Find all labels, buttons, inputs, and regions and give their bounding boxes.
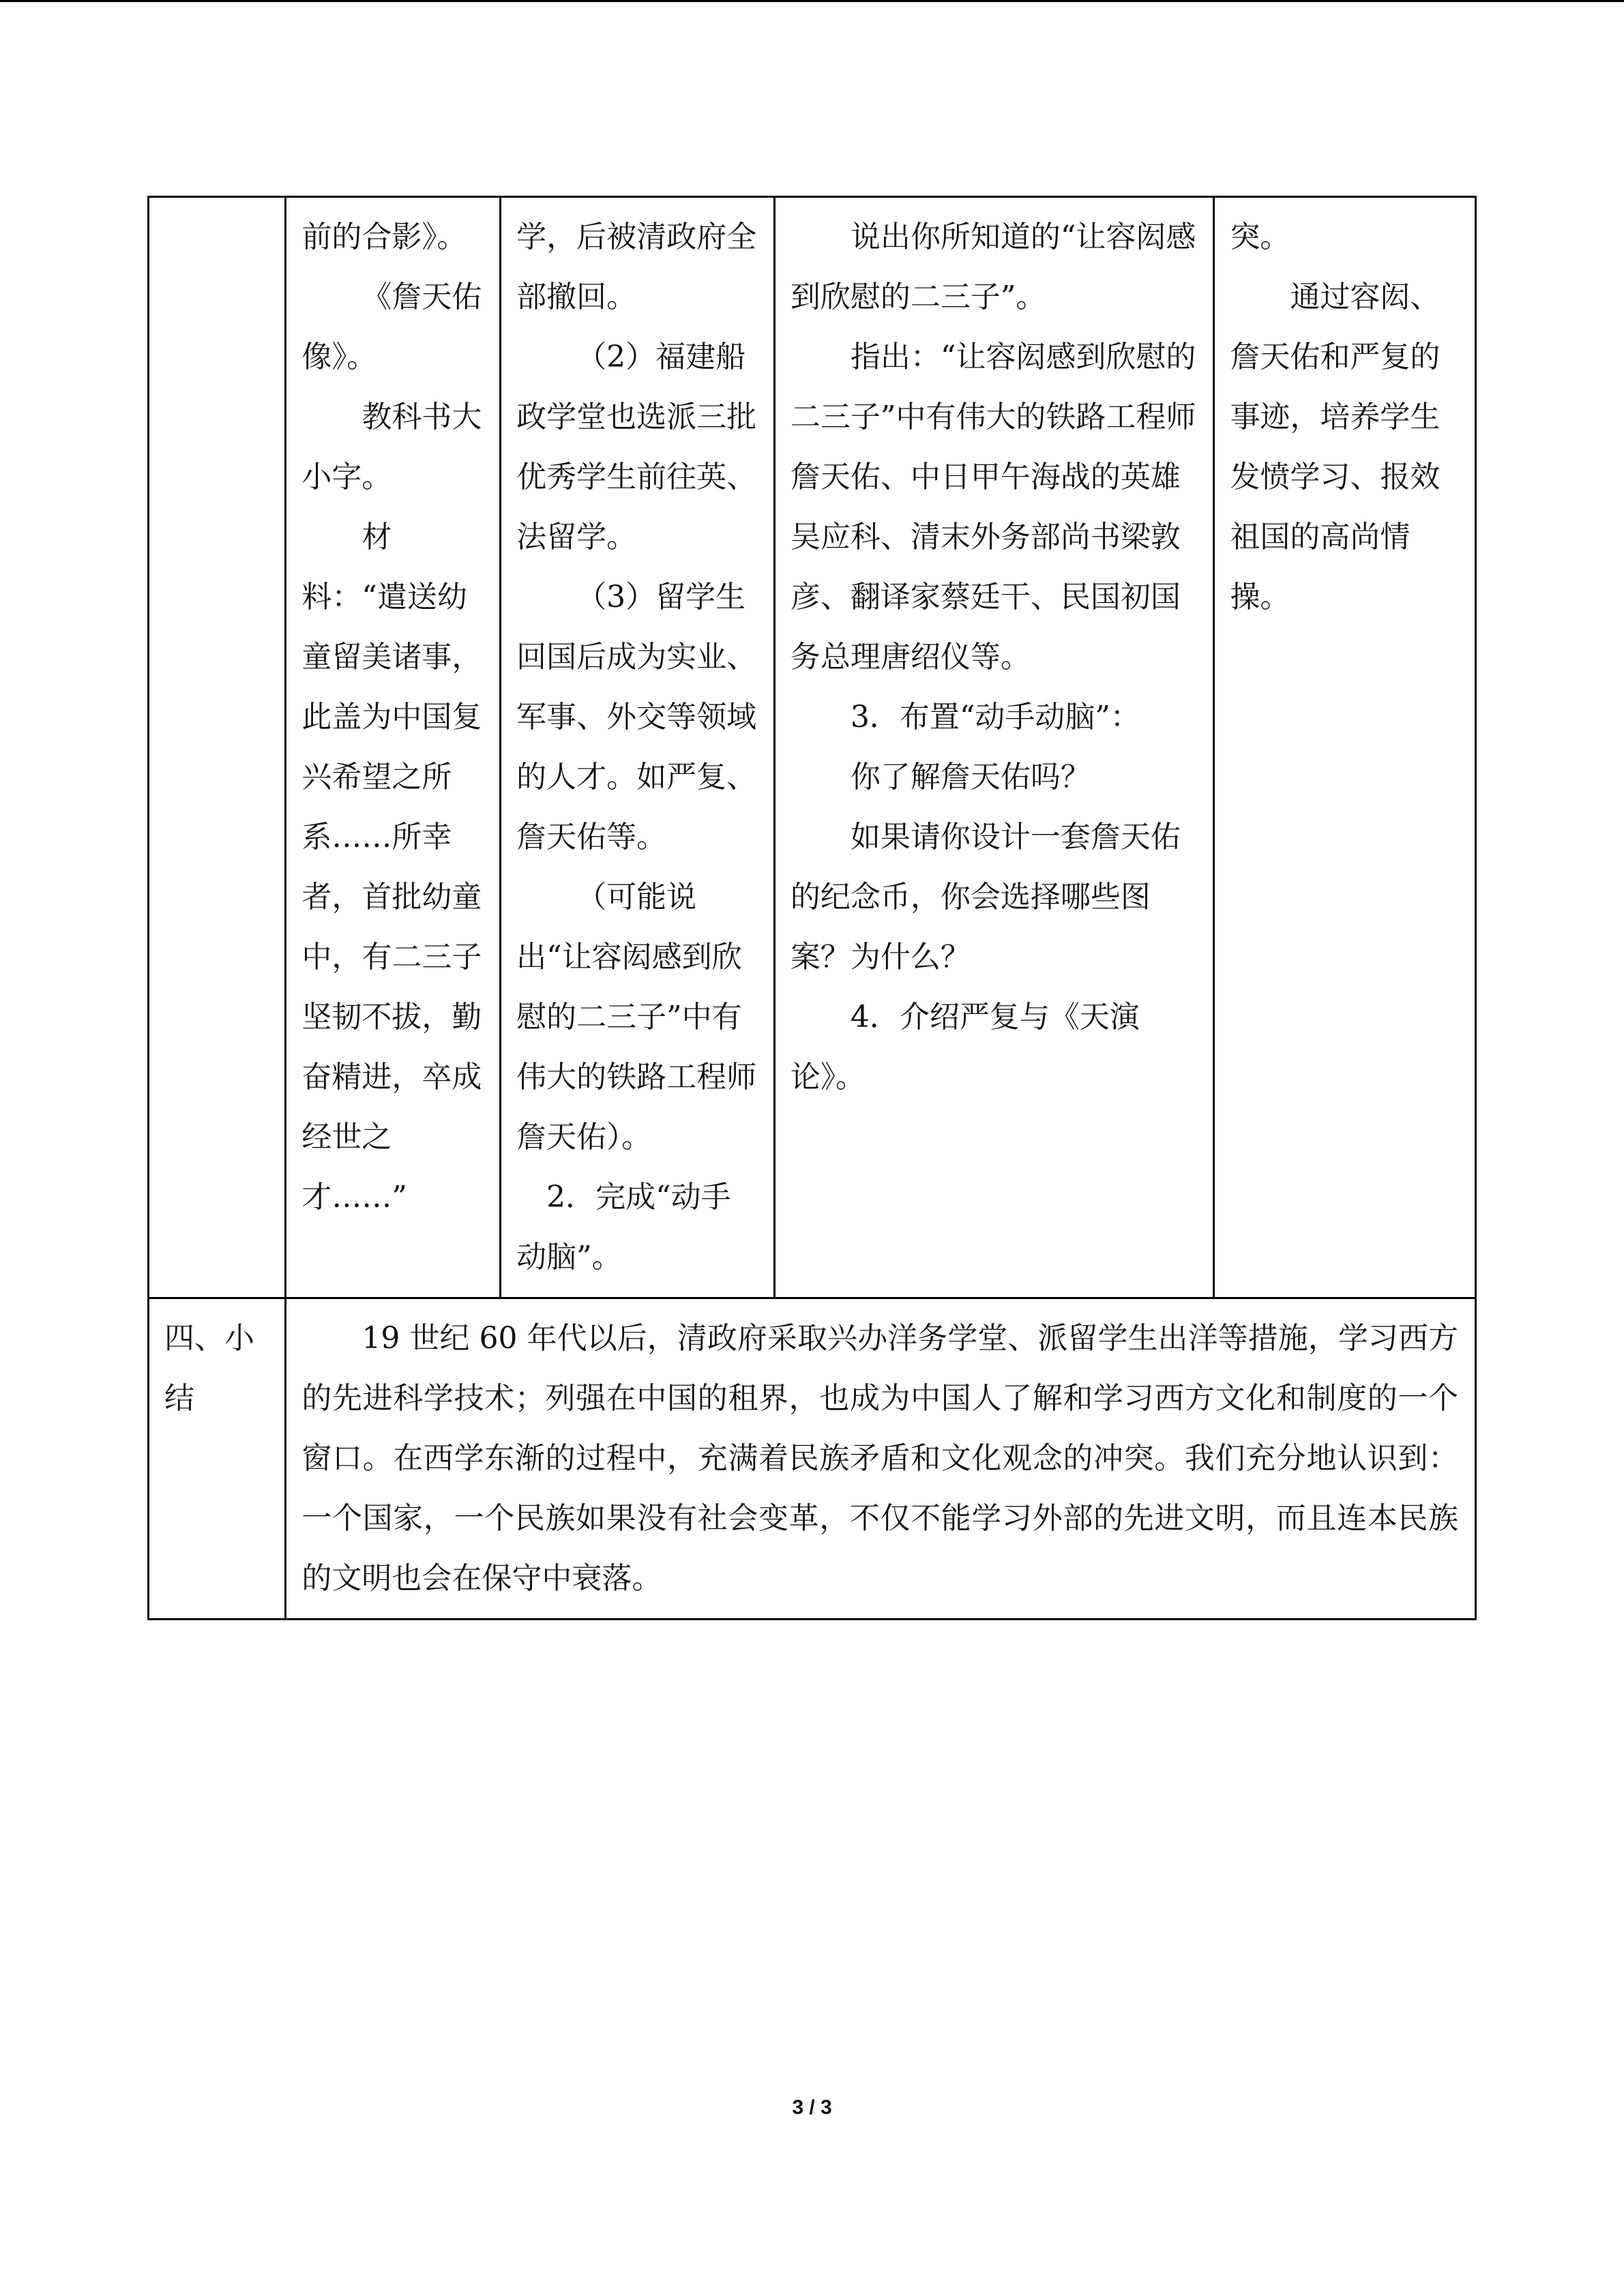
- teacher-activity-text: 3．布置“动手动脑”：: [850, 700, 1140, 734]
- teacher-activity-text: 指出：“让容闳感到欣慰的二三子”中有伟大的铁路工程师詹天佑、中日甲午海战的英雄吴应科、清末外务部尚书梁敦彦、翻译家蔡廷干、民国初国务总理唐绍仪等。: [790, 340, 1196, 674]
- table-row-summary: [149, 1298, 1476, 1620]
- table-row-teaching-process: [149, 197, 1476, 1298]
- content-text: 2．完成“动手动脑”。: [516, 1180, 731, 1274]
- teacher-activity-text: 4．介绍严复与《天演论》。: [790, 1000, 1140, 1094]
- top-border-line: [0, 0, 1624, 2]
- design-intent-text: 突。: [1230, 220, 1290, 254]
- materials-text: 教科书大小字。: [301, 400, 482, 494]
- materials-text: 材料：“遣送幼童留美诸事，此盖为中国复兴希望之所系……所幸者，首批幼童中，有二三子坚韧不拔，勤奋精进，卒成经世之才……”: [301, 520, 482, 1214]
- lesson-plan-table: [147, 196, 1477, 1620]
- content-cell: [501, 197, 775, 1298]
- page-number: 3 / 3: [792, 2096, 832, 2119]
- content-text: （2）福建船政学堂也选派三批优秀学生前往英、法留学。: [516, 340, 757, 554]
- content-text: （可能说出“让容闳感到欣慰的二三子”中有伟大的铁路工程师詹天佑）。: [516, 880, 757, 1154]
- materials-text: 《詹天佑像》。: [301, 280, 482, 374]
- teacher-activity-cell: [774, 197, 1214, 1298]
- design-intent-cell: [1214, 197, 1476, 1298]
- content-text: 学，后被清政府全部撤回。: [516, 220, 757, 314]
- summary-text: 19 世纪 60 年代以后，清政府采取兴办洋务学堂、派留学生出洋等措施，学习西方的先进科学技术；列强在中国的租界，也成为中国人了解和学习西方文化和制度的一个窗口。在西学东渐的过程中，充满着民族矛盾和文化观念的冲突。我们充分地认识到：一个国家，一个民族如果没有社会变革，不仅不能学习外部的先进文明，而且连本民族的文明也会在保守中衰落。: [301, 1321, 1458, 1596]
- materials-cell: [286, 197, 501, 1298]
- content-text: （3）留学生回国后成为实业、军事、外交等领域的人才。如严复、詹天佑等。: [516, 580, 757, 854]
- teacher-activity-text: 说出你所知道的“让容闳感到欣慰的二三子”。: [790, 220, 1196, 314]
- teacher-activity-text: 你了解詹天佑吗？: [850, 760, 1091, 794]
- summary-cell: [286, 1298, 1476, 1620]
- teacher-activity-text: 如果请你设计一套詹天佑的纪念币，你会选择哪些图案？为什么？: [790, 820, 1181, 974]
- stage-cell: [149, 197, 286, 1298]
- design-intent-text: 通过容闳、詹天佑和严复的事迹，培养学生发愤学习、报效祖国的高尚情操。: [1230, 280, 1441, 614]
- materials-text: 前的合影》。: [301, 220, 467, 254]
- summary-label: 四、小结: [149, 1298, 286, 1620]
